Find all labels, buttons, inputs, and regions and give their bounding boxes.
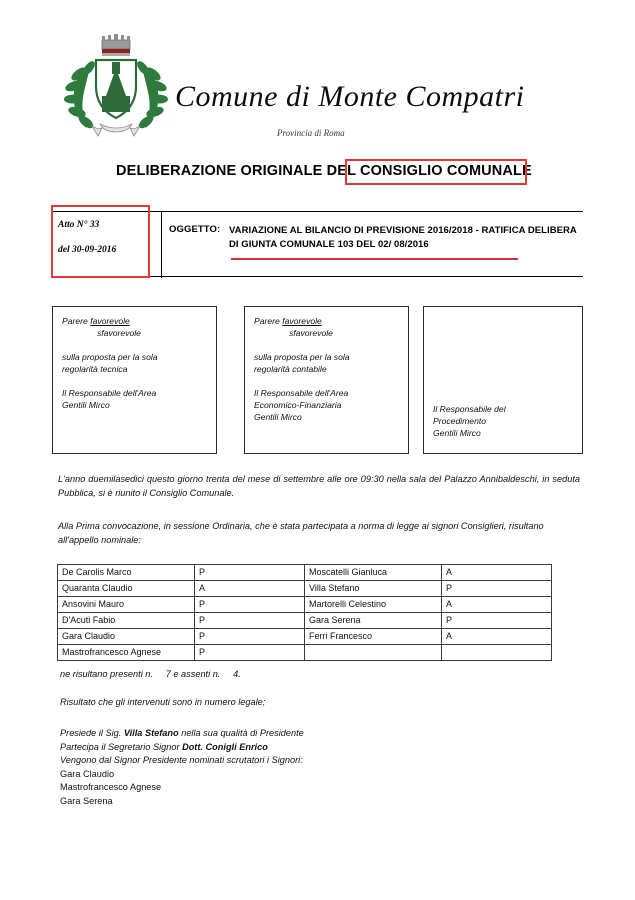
partecipa-name: Dott. Conigli Enrico <box>182 741 268 752</box>
parere-box-contabile <box>244 306 409 454</box>
attendance-table-body <box>58 565 552 661</box>
councillor-flag-right: A <box>442 565 552 581</box>
atto-data: del 30-09-2016 <box>58 245 117 255</box>
oggetto-red-underline <box>231 258 518 260</box>
parere-subject-line2: regolarità contabile <box>254 364 327 374</box>
councillor-flag-right: P <box>442 581 552 597</box>
presiede-line <box>60 727 304 741</box>
scrutatore-name: Gara Serena <box>60 795 113 806</box>
numero-legale-line: Risultato che gli intervenuti sono in numero legale; <box>60 697 266 707</box>
presiede-name: Villa Stefano <box>123 728 179 738</box>
footer-block <box>60 727 304 808</box>
atto-oggetto-table <box>52 211 583 277</box>
parere-responsabile-line1: Il Responsabile dell'Area <box>254 388 349 398</box>
comune-title: Comune di Monte Compatri <box>175 80 525 113</box>
partecipa-line <box>60 741 304 755</box>
presenti-assenti-line: ne risultano presenti n. 7 e assenti n. 4. <box>60 669 241 679</box>
page-title: DELIBERAZIONE ORIGINALE DEL CONSIGLIO COMUNALE <box>116 163 532 179</box>
scrutatore-name: Gara Claudio <box>60 768 115 779</box>
table-row <box>58 629 552 645</box>
parere-responsabile-line1: Il Responsabile del <box>433 404 506 414</box>
parere-responsabile-line3: Gentili Mirco <box>433 428 481 438</box>
document-title-row <box>0 160 635 190</box>
councillor-name-left: Mastrofrancesco Agnese <box>58 645 195 661</box>
parere-favorevole-label: favorevole <box>90 316 130 326</box>
parere-responsabile-line3: Gentili Mirco <box>254 412 302 422</box>
attendance-table <box>57 564 552 661</box>
oggetto-label: OGGETTO: <box>169 224 221 235</box>
parere-box-tecnica <box>52 306 217 454</box>
parere-responsabile-line2: Gentili Mirco <box>62 400 110 410</box>
atto-cell <box>52 212 162 278</box>
councillor-name-left: De Carolis Marco <box>58 565 195 581</box>
atto-numero: Atto N° 33 <box>58 220 100 230</box>
parere-responsabile-line1: Il Responsabile dell'Area <box>62 388 157 398</box>
coat-of-arms-icon <box>62 26 170 138</box>
oggetto-cell <box>169 212 583 278</box>
councillor-name-left: Gara Claudio <box>58 629 195 645</box>
councillor-flag-left: A <box>195 581 305 597</box>
parere-favorevole-label: favorevole <box>282 316 322 326</box>
pareri-row <box>52 306 583 454</box>
parere-favorevole-line <box>254 315 400 327</box>
table-row <box>58 565 552 581</box>
parere-prefix: Parere <box>254 316 283 326</box>
scrutatore-name: Mastrofrancesco Agnese <box>60 782 162 792</box>
table-row <box>58 581 552 597</box>
councillor-flag-right: P <box>442 613 552 629</box>
parere-sfavorevole-label: sfavorevole <box>289 328 333 338</box>
councillor-name-right: Villa Stefano <box>305 581 442 597</box>
councillor-name-right: Martorelli Celestino <box>305 597 442 613</box>
councillor-flag-left: P <box>195 613 305 629</box>
councillor-flag-right: A <box>442 629 552 645</box>
parere-sfavorevole-label: sfavorevole <box>97 328 141 338</box>
oggetto-text: VARIAZIONE AL BILANCIO DI PREVISIONE 2016/2018 - RATIFICA DELIBERA DI GIUNTA COMUNALE 103 DEL 02/ 08/2016 <box>229 225 577 250</box>
councillor-name-left: Quaranta Claudio <box>58 581 195 597</box>
table-row <box>58 645 552 661</box>
councillor-flag-right: A <box>442 597 552 613</box>
councillor-flag-left: P <box>195 645 305 661</box>
paragraph-convocazione: Alla Prima convocazione, in sessione Ordinaria, che è stata partecipata a norma di legge ai signori Consiglieri, risultano all'appello nominale: <box>58 521 544 545</box>
councillor-name-left: D'Acuti Fabio <box>58 613 195 629</box>
councillor-name-right: Moscatelli Gianluca <box>305 565 442 581</box>
partecipa-prefix: Partecipa il Segretario Signor <box>60 741 183 752</box>
presiede-suffix: nella sua qualità di Presidente <box>178 728 304 738</box>
councillor-flag-left: P <box>195 597 305 613</box>
paragraph-anno: L'anno duemilasedici questo giorno trenta del mese di settembre alle ore 09:30 nella sala del Palazzo Annibaldeschi, in seduta Pubblica, si è riunito il Consiglio Comunale. <box>58 474 580 498</box>
presiede-prefix: Presiede il Sig. <box>60 728 124 738</box>
provincia-subtitle: Provincia di Roma <box>277 128 345 138</box>
parere-prefix: Parere <box>62 316 91 326</box>
parere-subject-line2: regolarità tecnica <box>62 364 128 374</box>
councillor-name-left: Ansovini Mauro <box>58 597 195 613</box>
councillor-name-right: Gara Serena <box>305 613 442 629</box>
councillor-name-right <box>305 645 442 661</box>
councillor-flag-left: P <box>195 629 305 645</box>
councillor-flag-left: P <box>195 565 305 581</box>
parere-subject-line1: sulla proposta per la sola <box>254 352 350 362</box>
table-row <box>58 597 552 613</box>
parere-favorevole-line <box>62 315 208 327</box>
councillor-name-right: Ferri Francesco <box>305 629 442 645</box>
parere-responsabile-line2: Economico-Finanziaria <box>254 400 342 410</box>
parere-responsabile-line2: Procedimento <box>433 416 487 426</box>
document-header <box>0 22 635 140</box>
scrutatori-intro: Vengono dal Signor Presidente nominati scrutatori i Signori: <box>60 755 303 765</box>
parere-box-procedimento <box>423 306 583 454</box>
councillor-flag-right <box>442 645 552 661</box>
table-row <box>58 613 552 629</box>
parere-subject-line1: sulla proposta per la sola <box>62 352 158 362</box>
